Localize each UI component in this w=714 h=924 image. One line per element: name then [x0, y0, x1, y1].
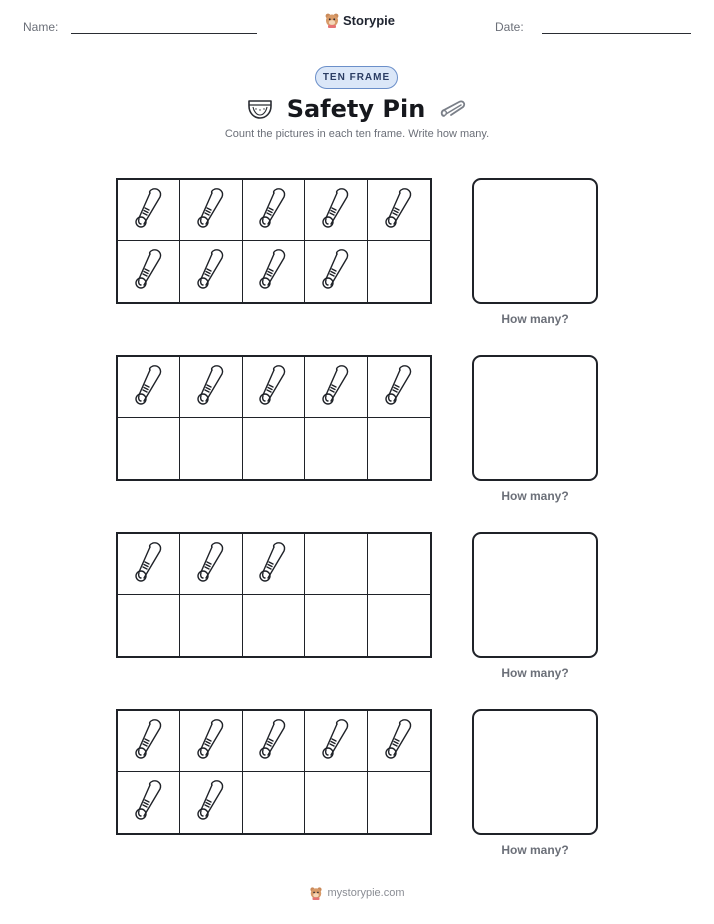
frame-cell [118, 418, 180, 479]
ten-frame-badge: TEN FRAME [315, 66, 398, 89]
frame-cell [118, 241, 180, 302]
frame-cell [118, 595, 180, 656]
frame-cell [118, 772, 180, 833]
frame-cell [243, 241, 305, 302]
frame-cell [118, 534, 180, 595]
safety-pin-icon [381, 186, 417, 235]
frame-cell [305, 241, 367, 302]
instructions: Count the pictures in each ten frame. Write how many. [224, 128, 490, 140]
safety-pin-icon [131, 186, 167, 235]
storypie-logo-icon [324, 12, 340, 28]
frame-cell [368, 595, 430, 656]
safety-pin-icon [131, 247, 167, 296]
frame-cell [243, 534, 305, 595]
safety-pin-icon [255, 247, 291, 296]
how-many-label: How many? [501, 489, 569, 503]
frame-cell [180, 241, 242, 302]
safety-pin-icon [255, 717, 291, 766]
frame-cell [243, 711, 305, 772]
diaper-icon [247, 97, 273, 121]
brand [324, 12, 395, 28]
safety-pin-icon [255, 363, 291, 412]
safety-pin-icon [193, 247, 229, 296]
safety-pin-icon [318, 186, 354, 235]
title-row [0, 92, 714, 126]
safety-pin-icon [318, 247, 354, 296]
frame-cell [180, 595, 242, 656]
frame-cell [243, 418, 305, 479]
safety-pin-icon [439, 97, 467, 121]
safety-pin-icon [255, 186, 291, 235]
frame-cell [180, 418, 242, 479]
safety-pin-icon [318, 717, 354, 766]
frame-cell [305, 772, 367, 833]
frame-cell [243, 357, 305, 418]
safety-pin-icon [131, 778, 167, 827]
safety-pin-icon [193, 540, 229, 589]
frame-cell [180, 711, 242, 772]
frame-cell [305, 357, 367, 418]
frame-cell [305, 534, 367, 595]
frame-cell [180, 772, 242, 833]
storypie-logo-icon [309, 886, 323, 900]
frame-cell [180, 357, 242, 418]
safety-pin-icon [131, 540, 167, 589]
frame-cell [243, 772, 305, 833]
safety-pin-icon [381, 717, 417, 766]
frame-cell [305, 180, 367, 241]
safety-pin-icon [193, 717, 229, 766]
ten-frame [116, 709, 432, 835]
safety-pin-icon [131, 363, 167, 412]
frame-cell [180, 180, 242, 241]
how-many-label: How many? [501, 666, 569, 680]
safety-pin-icon [193, 778, 229, 827]
page-title: Safety Pin [286, 95, 426, 123]
safety-pin-icon [255, 540, 291, 589]
safety-pin-icon [193, 186, 229, 235]
ten-frame [116, 355, 432, 481]
name-line[interactable] [71, 33, 257, 34]
frame-cell [118, 711, 180, 772]
ten-frame [116, 532, 432, 658]
frame-cell [368, 357, 430, 418]
frame-cell [368, 772, 430, 833]
answer-box[interactable] [472, 355, 598, 481]
footer-url: mystorypie.com [327, 887, 405, 899]
ten-frame [116, 178, 432, 304]
date-label: Date: [495, 20, 524, 34]
brand-name: Storypie [343, 12, 396, 28]
safety-pin-icon [318, 363, 354, 412]
frame-cell [368, 711, 430, 772]
safety-pin-icon [193, 363, 229, 412]
answer-box[interactable] [472, 709, 598, 835]
frame-cell [305, 711, 367, 772]
footer [0, 886, 714, 900]
frame-cell [305, 595, 367, 656]
frame-cell [118, 180, 180, 241]
frame-cell [368, 534, 430, 595]
safety-pin-icon [381, 363, 417, 412]
frame-cell [243, 180, 305, 241]
safety-pin-icon [131, 717, 167, 766]
name-label: Name: [23, 20, 59, 34]
frame-cell [305, 418, 367, 479]
frame-cell [180, 534, 242, 595]
frame-cell [243, 595, 305, 656]
answer-box[interactable] [472, 178, 598, 304]
answer-box[interactable] [472, 532, 598, 658]
frame-cell [368, 241, 430, 302]
frame-cell [118, 357, 180, 418]
date-line[interactable] [542, 33, 691, 34]
how-many-label: How many? [501, 312, 569, 326]
frame-cell [368, 418, 430, 479]
how-many-label: How many? [501, 843, 569, 857]
frame-cell [368, 180, 430, 241]
